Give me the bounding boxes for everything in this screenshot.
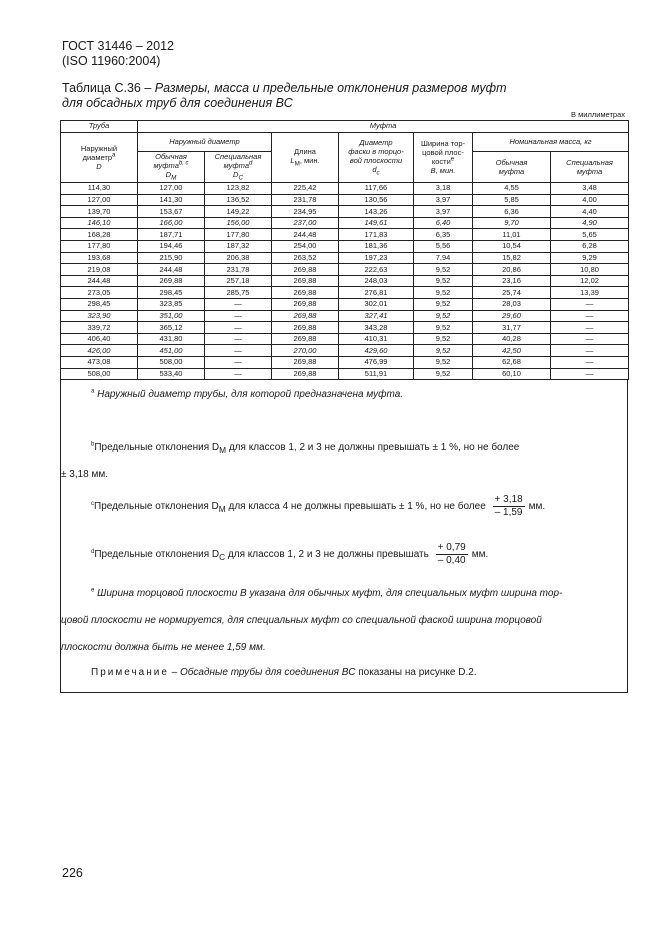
- note-c: $^c$Предельные отклонения $D_M$ для класса 4 не должны превышать ± 1 %, но не более $\frac{+ 3,18}{- 1,59}$ мм.: [91, 494, 546, 518]
- table-cell: 171,83: [339, 229, 414, 241]
- table-cell: 13,39: [551, 287, 629, 299]
- header-outer-diameter: Наружный диаметр: [138, 132, 272, 151]
- table-cell: 237,00: [272, 217, 339, 229]
- table-cell: 42,50: [473, 345, 551, 357]
- table-cell: 263,52: [272, 252, 339, 264]
- table-cell: 3,97: [414, 194, 473, 206]
- table-cell: 215,90: [138, 252, 205, 264]
- table-cell: 4,00: [551, 194, 629, 206]
- table-cell: 365,12: [138, 322, 205, 334]
- table-cell: 9,29: [551, 252, 629, 264]
- table-cell: —: [551, 368, 629, 380]
- table-cell: 327,41: [339, 310, 414, 322]
- table-cell: 9,70: [473, 217, 551, 229]
- table-cell: 153,67: [138, 206, 205, 218]
- table-cell: 254,00: [272, 241, 339, 253]
- table-cell: 139,70: [61, 206, 138, 218]
- table-cell: 149,22: [205, 206, 272, 218]
- table-cell: 9,52: [414, 333, 473, 345]
- table-cell: 197,23: [339, 252, 414, 264]
- table-cell: 166,00: [138, 217, 205, 229]
- table-cell: 127,00: [61, 194, 138, 206]
- table-cell: 206,38: [205, 252, 272, 264]
- table-cell: 473,08: [61, 357, 138, 369]
- table-cell: 9,52: [414, 322, 473, 334]
- table-cell: 302,01: [339, 299, 414, 311]
- table-row: [61, 322, 629, 334]
- table-cell: 219,08: [61, 264, 138, 276]
- table-cell: 10,80: [551, 264, 629, 276]
- table-cell: 9,52: [414, 345, 473, 357]
- table-cell: 177,80: [205, 229, 272, 241]
- table-cell: 187,32: [205, 241, 272, 253]
- table-cell: 194,46: [138, 241, 205, 253]
- table-cell: 3,97: [414, 206, 473, 218]
- table-cell: 9,52: [414, 299, 473, 311]
- table-cell: 6,35: [414, 229, 473, 241]
- table-row: [61, 217, 629, 229]
- table-row: [61, 287, 629, 299]
- table-cell: 130,56: [339, 194, 414, 206]
- table-cell: 136,52: [205, 194, 272, 206]
- table-cell: 234,95: [272, 206, 339, 218]
- standard-number: ГОСТ 31446 – 2012: [62, 39, 174, 53]
- table-cell: 168,28: [61, 229, 138, 241]
- table-row: [61, 229, 629, 241]
- table-cell: —: [205, 333, 272, 345]
- table-cell: 270,00: [272, 345, 339, 357]
- table-cell: 6,40: [414, 217, 473, 229]
- note-e: $^e$ Ширина торцовой плоскости B указана для обычных муфт, для специальных муфт ширина тор-: [91, 587, 563, 599]
- note-a: $^a$ Наружный диаметр трубы, для которой предназначена муфта.: [91, 388, 404, 400]
- table-cell: 248,03: [339, 275, 414, 287]
- table-cell: 298,45: [138, 287, 205, 299]
- table-cell: 31,77: [473, 322, 551, 334]
- table-cell: 269,88: [272, 310, 339, 322]
- remark: Примечание – Обсадные трубы для соединения ВС показаны на рисунке D.2.: [91, 667, 477, 678]
- table-cell: 276,81: [339, 287, 414, 299]
- table-cell: 231,78: [272, 194, 339, 206]
- table-row: [61, 241, 629, 253]
- table-cell: 269,88: [272, 264, 339, 276]
- note-e-line3: плоскости должна быть не менее 1,59 мм.: [61, 642, 266, 653]
- note-e-line2: цовой плоскости не нормируется, для специальных муфт со специальной фаской ширина торцовой: [61, 615, 542, 626]
- table-cell: 25,74: [473, 287, 551, 299]
- table-cell: 9,52: [414, 368, 473, 380]
- header-length: Длина $L_M$, мин.: [272, 132, 339, 183]
- header-mass-regular: Обычная муфта: [473, 151, 551, 183]
- table-cell: 141,30: [138, 194, 205, 206]
- table-cell: —: [205, 345, 272, 357]
- table-cell: 9,52: [414, 287, 473, 299]
- table-cell: 5,65: [551, 229, 629, 241]
- note-d: $^d$Предельные отклонения $D_C$ для классов 1, 2 и 3 не должны превышать $\frac{+ 0,79}{- 0,40}$ мм.: [91, 542, 489, 566]
- table-cell: —: [551, 345, 629, 357]
- header-pipe-outer-diameter: Наружный диаметр$^а$ D: [61, 132, 138, 183]
- table-caption: [62, 81, 622, 111]
- table-cell: 20,86: [473, 264, 551, 276]
- table-cell: 269,88: [272, 299, 339, 311]
- caption-prefix: Таблица С.36 –: [62, 81, 155, 95]
- table-cell: 149,61: [339, 217, 414, 229]
- table-cell: 7,94: [414, 252, 473, 264]
- table-cell: 9,52: [414, 264, 473, 276]
- caption-title-line2: для обсадных труб для соединения ВС: [62, 96, 293, 110]
- table-cell: 9,52: [414, 357, 473, 369]
- table-cell: 429,60: [339, 345, 414, 357]
- table-row: [61, 194, 629, 206]
- table-cell: 339,72: [61, 322, 138, 334]
- table-cell: 269,88: [272, 322, 339, 334]
- table-cell: 11,01: [473, 229, 551, 241]
- header-mass-special: Специальная муфта: [551, 151, 629, 183]
- table-cell: 187,71: [138, 229, 205, 241]
- table-cell: —: [551, 322, 629, 334]
- header-nominal-mass: Номинальная масса, кг: [473, 132, 629, 151]
- table-cell: 508,00: [138, 357, 205, 369]
- table-cell: 508,00: [61, 368, 138, 380]
- table-cell: —: [551, 299, 629, 311]
- table-cell: 426,00: [61, 345, 138, 357]
- table-cell: —: [205, 357, 272, 369]
- table-row: [61, 264, 629, 276]
- table-cell: 5,56: [414, 241, 473, 253]
- table-cell: 406,40: [61, 333, 138, 345]
- table-cell: 117,66: [339, 183, 414, 195]
- header-special-coupling: Специальная муфта$^d$ $D_C$: [205, 151, 272, 183]
- table-cell: 40,28: [473, 333, 551, 345]
- note-c-tolerance: $\frac{+ 3,18}{- 1,59}$: [494, 494, 523, 518]
- table-cell: —: [551, 333, 629, 345]
- units-label: В миллиметрах: [571, 110, 625, 119]
- table-cell: 269,88: [272, 287, 339, 299]
- table-cell: —: [205, 310, 272, 322]
- table-cell: 269,88: [272, 333, 339, 345]
- page-number: 226: [62, 866, 83, 880]
- table-row: [61, 206, 629, 218]
- table-cell: 10,54: [473, 241, 551, 253]
- table-cell: 156,00: [205, 217, 272, 229]
- table-row: [61, 275, 629, 287]
- table-cell: 5,85: [473, 194, 551, 206]
- table-cell: 123,82: [205, 183, 272, 195]
- table-cell: —: [205, 299, 272, 311]
- table-cell: 323,90: [61, 310, 138, 322]
- table-cell: —: [205, 368, 272, 380]
- table-cell: 451,00: [138, 345, 205, 357]
- table-cell: 298,45: [61, 299, 138, 311]
- header-regular-coupling: Обычная муфта$^{b, c}$ $D_M$: [138, 151, 205, 183]
- table-cell: 269,88: [272, 275, 339, 287]
- table-cell: 4,90: [551, 217, 629, 229]
- table-cell: 60,10: [473, 368, 551, 380]
- table-cell: 114,30: [61, 183, 138, 195]
- table-cell: —: [205, 322, 272, 334]
- table-cell: 244,48: [61, 275, 138, 287]
- table-cell: 4,40: [551, 206, 629, 218]
- table-cell: 177,80: [61, 241, 138, 253]
- table-row: [61, 333, 629, 345]
- table-cell: 4,55: [473, 183, 551, 195]
- table-row: [61, 345, 629, 357]
- header-chamfer-diameter: Диаметр фаски в торцо- вой плоскости $d_c$: [339, 132, 414, 183]
- table-row: [61, 183, 629, 195]
- table-cell: 12,02: [551, 275, 629, 287]
- table-cell: 476,99: [339, 357, 414, 369]
- table-cell: 431,80: [138, 333, 205, 345]
- table-cell: 273,05: [61, 287, 138, 299]
- notes-block: [60, 379, 628, 693]
- table-cell: 29,60: [473, 310, 551, 322]
- table-body: [61, 183, 629, 380]
- table-cell: 15,82: [473, 252, 551, 264]
- table-cell: 269,88: [138, 275, 205, 287]
- table-cell: 244,48: [138, 264, 205, 276]
- caption-title-line1: Размеры, масса и предельные отклонения размеров муфт: [154, 81, 507, 95]
- table-cell: 285,75: [205, 287, 272, 299]
- table-cell: 146,10: [61, 217, 138, 229]
- table-cell: 351,00: [138, 310, 205, 322]
- table-cell: 9,52: [414, 310, 473, 322]
- table-cell: 269,88: [272, 357, 339, 369]
- table-cell: 181,36: [339, 241, 414, 253]
- note-b: $^b$Предельные отклонения $D_M$ для классов 1, 2 и 3 не должны превышать ± 1 %, но не более: [91, 441, 520, 455]
- table-cell: 343,28: [339, 322, 414, 334]
- table-row: [61, 357, 629, 369]
- table-cell: 143,26: [339, 206, 414, 218]
- note-b-continuation: ± 3,18 мм.: [61, 469, 109, 480]
- table-cell: 62,68: [473, 357, 551, 369]
- header-face-width: Ширина тор- цовой плос- кости$^e$ B, мин.: [414, 132, 473, 183]
- table-row: [61, 310, 629, 322]
- header-pipe: Труба: [61, 121, 138, 133]
- table-cell: 193,68: [61, 252, 138, 264]
- table-cell: 3,48: [551, 183, 629, 195]
- table-cell: 257,18: [205, 275, 272, 287]
- table-cell: 6,28: [551, 241, 629, 253]
- table-cell: 533,40: [138, 368, 205, 380]
- table-row: [61, 252, 629, 264]
- table-cell: 3,18: [414, 183, 473, 195]
- table-cell: —: [551, 357, 629, 369]
- standard-iso-reference: (ISO 11960:2004): [62, 54, 161, 68]
- table-cell: 269,88: [272, 368, 339, 380]
- table-cell: —: [551, 310, 629, 322]
- table-row: [61, 299, 629, 311]
- table-row: [61, 368, 629, 380]
- note-d-tolerance: $\frac{+ 0,79}{- 0,40}$: [437, 542, 466, 566]
- table-cell: 23,16: [473, 275, 551, 287]
- table-cell: 222,63: [339, 264, 414, 276]
- coupling-dimensions-table: [60, 120, 629, 380]
- header-coupling: Муфта: [138, 121, 629, 133]
- table-cell: 410,31: [339, 333, 414, 345]
- table-cell: 231,78: [205, 264, 272, 276]
- table-cell: 511,91: [339, 368, 414, 380]
- table-cell: 323,85: [138, 299, 205, 311]
- table-cell: 244,48: [272, 229, 339, 241]
- table-cell: 225,42: [272, 183, 339, 195]
- table-cell: 9,52: [414, 275, 473, 287]
- table-cell: 6,36: [473, 206, 551, 218]
- table-cell: 127,00: [138, 183, 205, 195]
- table-cell: 28,03: [473, 299, 551, 311]
